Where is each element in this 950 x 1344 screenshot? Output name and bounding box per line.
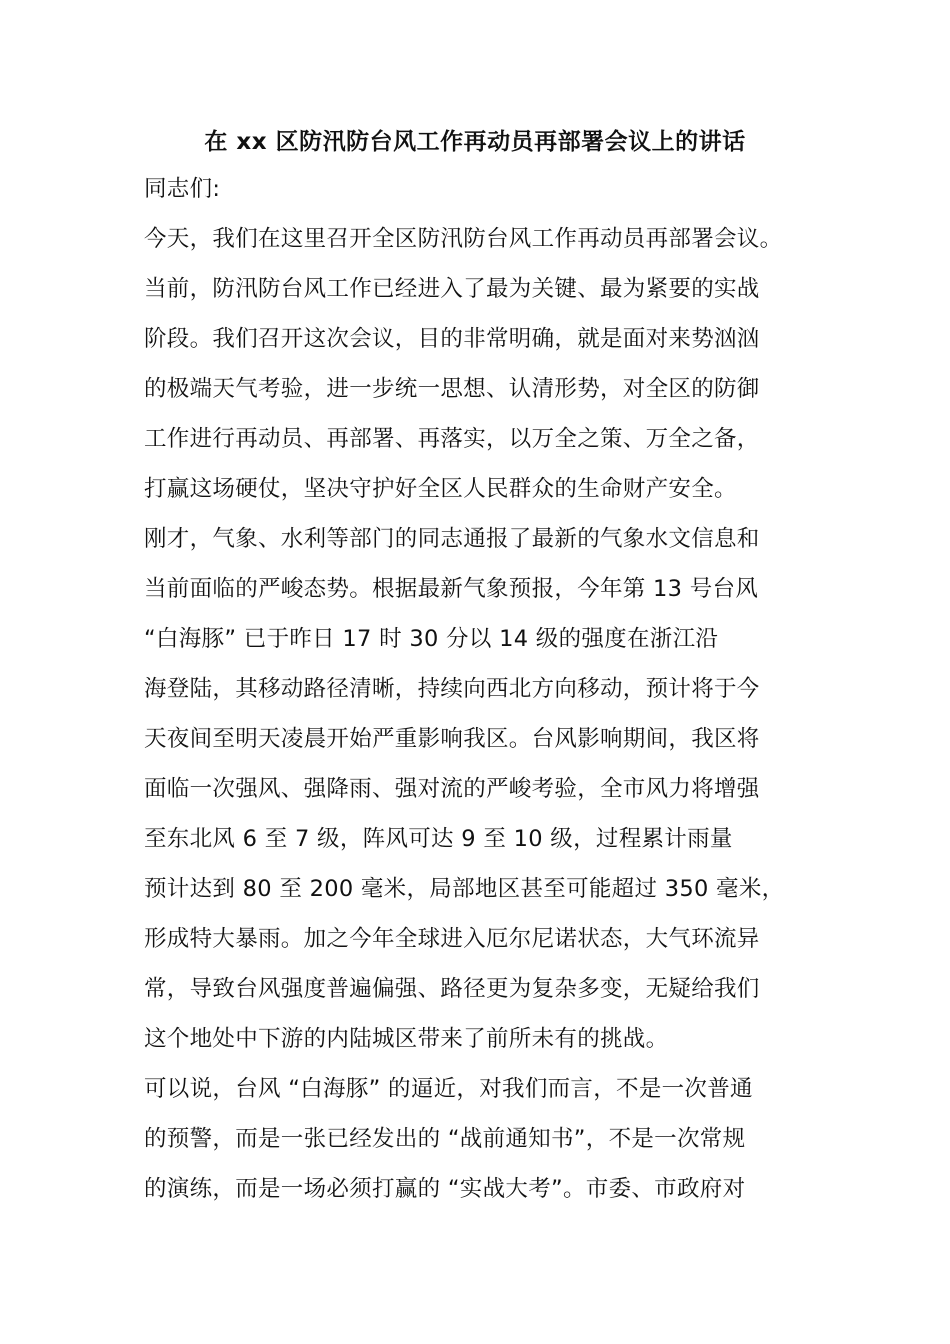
text-line: 同志们: [144,176,221,202]
text-line: 天夜间至明天凌晨开始严重影响我区。台风影响期间，我区将 [144,726,760,752]
text-line: 预计达到 80 至 200 毫米，局部地区甚至可能超过 350 毫米， [144,876,785,902]
text-line: 这个地处中下游的内陆城区带来了前所未有的挑战。 [144,1026,669,1052]
text-line: 刚才，气象、水利等部门的同志通报了最新的气象水文信息和 [144,526,760,552]
text-line: 今天，我们在这里召开全区防汛防台风工作再动员再部署会议。 [144,226,783,252]
text-line: 形成特大暴雨。加之今年全球进入厄尔尼诺状态，大气环流异 [144,926,760,952]
text-line: 当前面临的严峻态势。根据最新气象预报，今年第 13 号台风 [144,576,759,602]
text-line: 至东北风 6 至 7 级，阵风可达 9 至 10 级，过程累计雨量 [144,826,733,852]
text-line: 阶段。我们召开这次会议，目的非常明确，就是面对来势汹汹 [144,326,760,352]
text-line: “白海豚” 已于昨日 17 时 30 分以 14 级的强度在浙江沿 [144,626,719,652]
text-line: 的预警，而是一张已经发出的 “战前通知书”，不是一次常规 [144,1126,746,1152]
text-line: 打赢这场硬仗，坚决守护好全区人民群众的生命财产安全。 [144,476,737,502]
document-title: 在 xx 区防汛防台风工作再动员再部署会议上的讲话 [204,129,746,155]
text-line: 当前，防汛防台风工作已经进入了最为关键、最为紧要的实战 [144,276,760,302]
text-line: 工作进行再动员、再部署、再落实，以万全之策、万全之备， [144,426,760,452]
text-line: 面临一次强风、强降雨、强对流的严峻考验，全市风力将增强 [144,776,760,802]
text-line: 常，导致台风强度普遍偏强、路径更为复杂多变，无疑给我们 [144,976,760,1002]
text-line: 的演练，而是一场必须打赢的 “实战大考”。市委、市政府对 [144,1176,746,1202]
text-line: 海登陆，其移动路径清晰，持续向西北方向移动，预计将于今 [144,676,760,702]
text-line: 的极端天气考验，进一步统一思想、认清形势，对全区的防御 [144,376,760,402]
text-line: 可以说，台风 “白海豚” 的逼近，对我们而言，不是一次普通 [144,1076,753,1102]
